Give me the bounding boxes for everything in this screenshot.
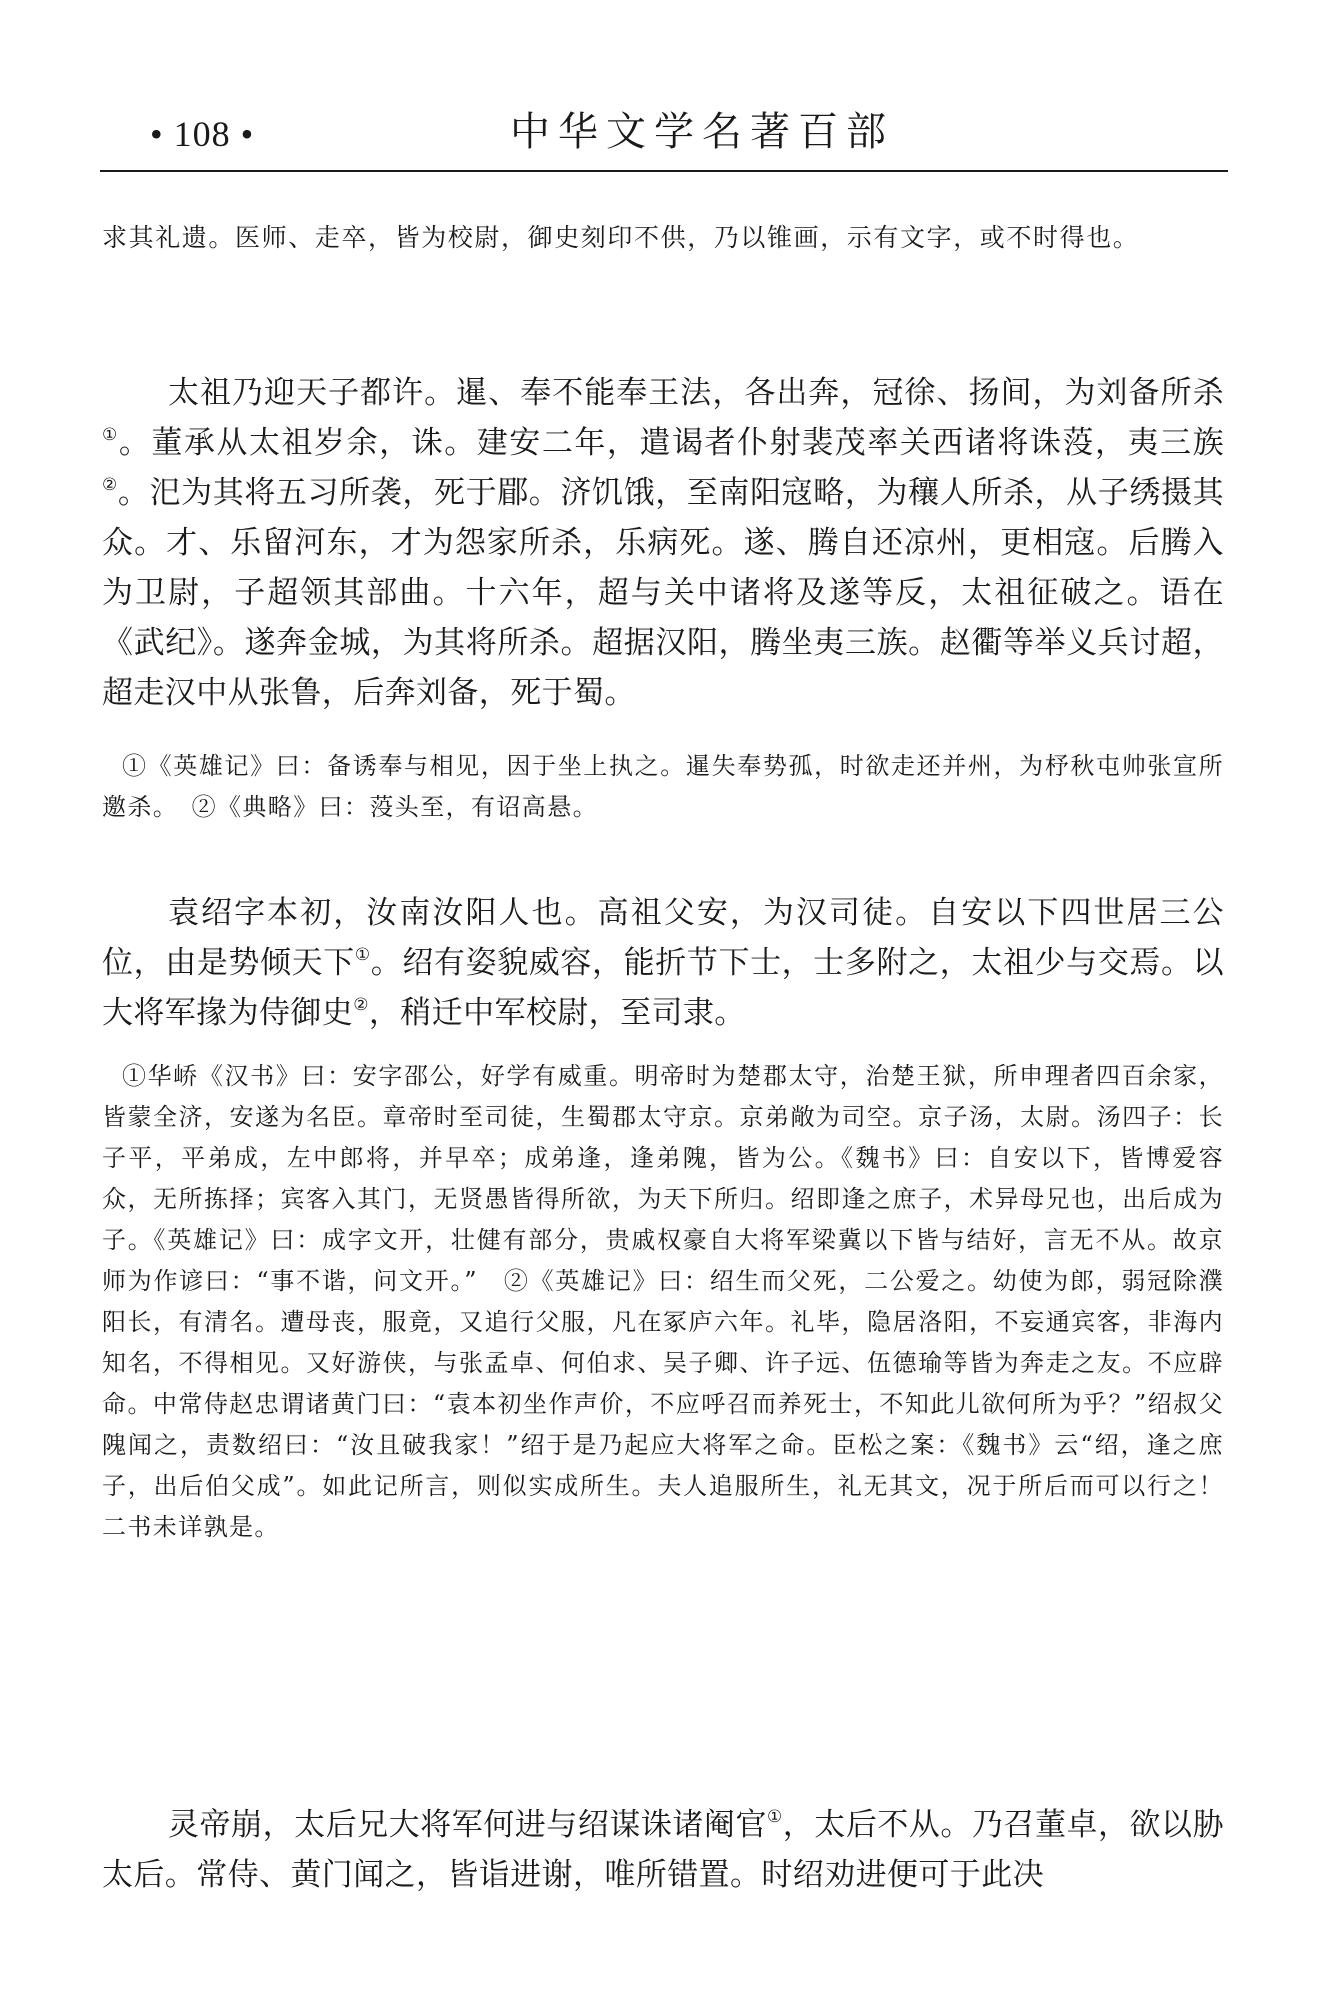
footnote-marker[interactable]: ① xyxy=(354,945,371,966)
text-run: 太祖乃迎天子都许。暹、奉不能奉王法，各出奔，冠徐、扬间，为刘备所杀 xyxy=(168,375,1224,411)
main-paragraph-2 xyxy=(102,888,1224,1038)
text-run: ①华峤《汉书》曰：安字邵公，好学有威重。明帝时为楚郡太守，治楚王狱，所申理者四百余家，皆蒙全济，安遂为名臣。章帝时至司徒，生蜀郡太守京。京弟敞为司空。京子汤，太尉。汤四子：长子平，平弟成，左中郎将，并早卒；成弟逢，逢弟隗，皆为公。《魏书》曰：自安以下，皆博爱容众，无所拣择；宾客入其门，无贤愚皆得所欲，为天下所归。绍即逢之庶子，术异母兄也，出后成为子。《英雄记》曰：成字文开，壮健有部分，贵戚权豪自大将军梁冀以下皆与结好，言无不从。故京师为作谚曰：“事不谐，问文开。” ②《英雄记》曰：绍生而父死，二公爱之。幼使为郎，弱冠除濮阳长，有清名。遭母丧，服竟，又追行父服，凡在冢庐六年。礼毕，隐居洛阳，不妄通宾客，非海内知名，不得相见。又好游侠，与张孟卓、何伯求、吴子卿、许子远、伍德瑜等皆为奔走之友。不应辟命。中常侍赵忠谓诸黄门曰：“袁本初坐作声价，不应呼召而养死士，不知此儿欲何所为乎？”绍叔父隗闻之，责数绍曰：“汝且破我家！”绍于是乃起应大将军之命。臣松之案：《魏书》云“绍，逢之庶子，出后伯父成”。如此记所言，则似实成所生。夫人追服所生，礼无其文，况于所后而可以行之！二书未详孰是。 xyxy=(102,1062,1224,1541)
text-run: 。汜为其将五习所袭，死于郿。济饥饿，至南阳寇略，为穰人所杀，从子绣摄其众。才、乐留河东，才为怨家所杀，乐病死。遂、腾自还凉州，更相寇。后腾入为卫尉，子超领其部曲。十六年，超与关中诸将及遂等反，太祖征破之。语在《武纪》。遂奔金城，为其将所杀。超据汉阳，腾坐夷三族。赵衢等举义兵讨超，超走汉中从张鲁，后奔刘备，死于蜀。 xyxy=(102,475,1225,711)
main-paragraph-1 xyxy=(102,368,1224,718)
text-run: 。董承从太祖岁余，诛。建安二年，遣谒者仆射裴茂率关西诸将诛莈，夷三族 xyxy=(118,425,1224,461)
book-title: 中华文学名著百部 xyxy=(510,109,894,155)
text-run: ，太后不从。乃召董卓，欲以胁太后。常侍、黄门闻之，皆诣进谢，唯所错置。时绍劝进便可于此决 xyxy=(102,1807,1224,1893)
text-run: 。绍有姿貌威容，能折节下士，士多附之，太祖少与交焉。以大将军掾为侍御史 xyxy=(102,945,1224,1031)
header-rule xyxy=(100,170,1228,172)
footnote-marker[interactable]: ② xyxy=(102,475,118,496)
carryover-annotation xyxy=(102,212,1224,264)
footnotes-2 xyxy=(102,1056,1224,1548)
text-run: ①《英雄记》曰：备诱奉与相见，因于坐上执之。暹失奉势孤，时欲走还并州，为杼秋屯帅张宣所邀杀。 ②《典略》曰：莈头至，有诏高悬。 xyxy=(102,752,1224,821)
footnotes-1 xyxy=(102,746,1224,828)
text-run: 袁绍字本初，汝南汝阳人也。高祖父安，为汉司徒。自安以下四世居三公位，由是势倾天下 xyxy=(102,895,1224,981)
text-run: 求其礼遗。医师、走卒，皆为校尉，御史刻印不供，乃以锥画，示有文字，或不时得也。 xyxy=(102,223,1140,252)
page-header xyxy=(100,108,1228,168)
footnote-marker[interactable]: ① xyxy=(102,425,119,446)
footnote-marker[interactable]: ① xyxy=(766,1807,783,1828)
page-number: • 108 • xyxy=(150,114,255,154)
text-run: 灵帝崩，太后兄大将军何进与绍谋诛诸阉官 xyxy=(168,1807,767,1843)
main-paragraph-3 xyxy=(102,1800,1224,1900)
text-run: ，稍迁中军校尉，至司隶。 xyxy=(368,995,746,1031)
footnote-marker[interactable]: ② xyxy=(353,995,369,1016)
